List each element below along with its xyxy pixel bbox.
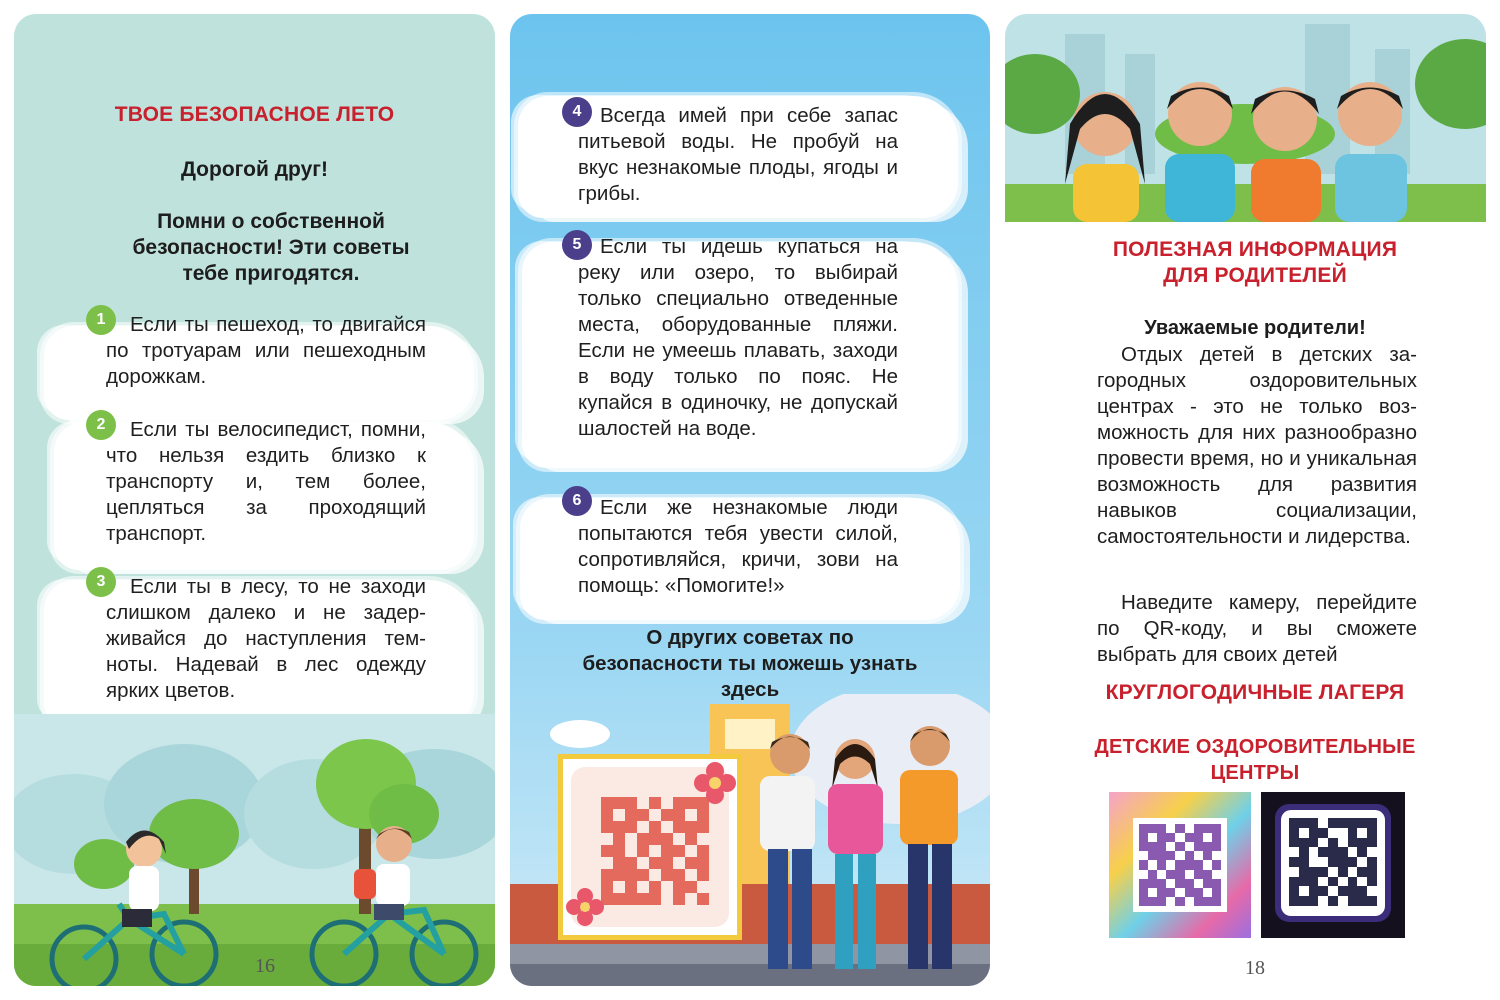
qr-instruction-paragraph: Наведите камеру, перейдите по QR-коду, и вы сможете выбрать для своих детей xyxy=(1097,591,1417,666)
panel-parents-info xyxy=(1005,14,1486,986)
health-centers-heading: ДЕТСКИЕ ОЗДОРОВИТЕЛЬНЫЕ ЦЕНТРЫ xyxy=(1094,736,1416,784)
tip-number-badge: 3 xyxy=(86,567,116,597)
tip-text: Всегда имей при себе запас питьевой воды. Не пробуй на вкус незнакомые плоды, ягоды и грибы. xyxy=(578,104,898,205)
more-tips-text: О других советах по безопасности ты можешь узнать здесь xyxy=(582,626,918,701)
children-illustration xyxy=(1005,14,1486,222)
tip-number-badge: 4 xyxy=(562,97,592,127)
qr-code-pattern xyxy=(1139,824,1221,906)
flower-icon xyxy=(693,761,737,805)
tip-number-badge: 2 xyxy=(86,410,116,440)
page-number: 16 xyxy=(255,955,275,977)
salutation: Уважаемые родители! xyxy=(1144,317,1366,339)
year-round-camps-heading: КРУГЛОГОДИЧНЫЕ ЛАГЕРЯ xyxy=(1105,681,1405,704)
intro-text: Помни о собственной безопасности! Эти советы тебе пригодятся. xyxy=(132,210,410,285)
tip-text: Если же незнакомые люди попытаются тебя увести силой, сопротивляйся, кричи, зови на помощь: «Помогите!» xyxy=(578,496,898,597)
tip-number-badge: 1 xyxy=(86,305,116,335)
tip-text: Если ты идешь купаться на реку или озеро, то выбирай только специально отведенные места, оборудованные пляжи. Если не умеешь плавать, заходи в воду только по пояс. Не купайся в одиночку, не допускай шалостей на воде. xyxy=(578,235,898,440)
qr-code-safety-tips[interactable] xyxy=(558,754,742,940)
tip-number-badge: 5 xyxy=(562,230,592,260)
tip-text: Если ты в лесу, то не заходи слишком далеко и не задерживайся до наступления темноты. Надевай в лес одежду ярких цветов. xyxy=(106,575,426,702)
panel1-title: ТВОЕ БЕЗОПАСНОЕ ЛЕТО xyxy=(114,103,395,126)
cyclists-illustration xyxy=(14,714,495,986)
panel3-title: ПОЛЕЗНАЯ ИНФОРМАЦИЯ ДЛЯ РОДИТЕЛЕЙ xyxy=(1112,238,1398,287)
tip-text: Если ты велосипедист, помни, что нельзя ездить близко к транспорту и, тем более, цепляться за проходящий транспорт. xyxy=(106,418,426,545)
panel-summer-safety xyxy=(14,14,495,986)
tip-text: Если ты пешеход, то двигайся по тротуарам или пешеходным дорожкам. xyxy=(106,313,426,388)
qr-code-pattern xyxy=(601,797,709,905)
qr-code-pattern xyxy=(1289,818,1377,906)
qr-code-year-round-camps[interactable] xyxy=(1109,792,1251,938)
flower-icon xyxy=(565,887,605,927)
parents-paragraph: Отдых детей в детских загородных оздоровительных центрах - это не только возможность для них разнообразно провести время, но и уникальная возможность для развития навыков социализации, самостоятельности и лидерства. xyxy=(1097,343,1417,548)
panel-more-safety-tips xyxy=(510,14,990,986)
page-number: 18 xyxy=(1245,957,1265,979)
qr-code-health-centers[interactable] xyxy=(1261,792,1405,938)
greeting: Дорогой друг! xyxy=(180,158,329,181)
tip-number-badge: 6 xyxy=(562,486,592,516)
